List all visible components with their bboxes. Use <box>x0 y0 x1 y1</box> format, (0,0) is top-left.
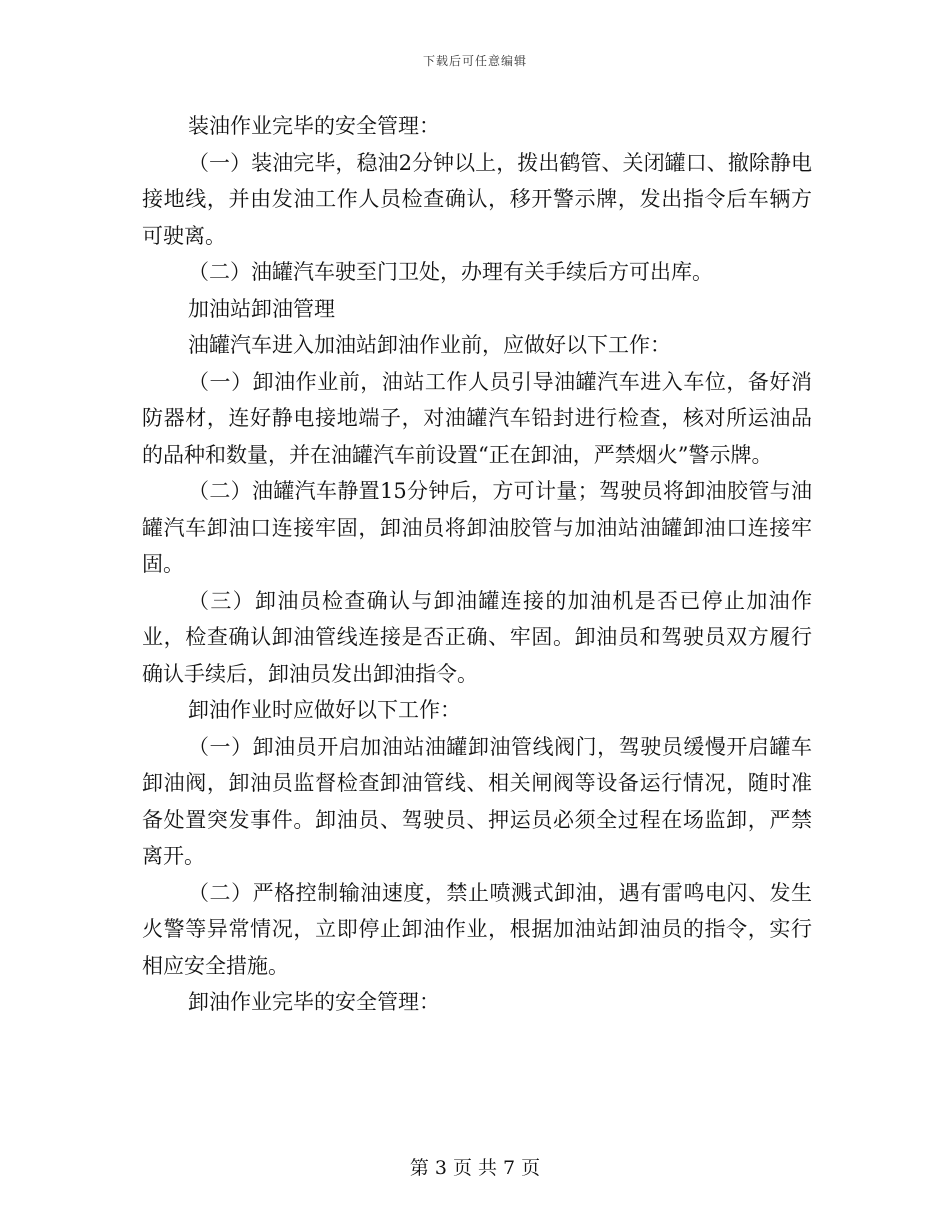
section-heading: 加油站卸油管理 <box>188 296 335 321</box>
paragraph: 卸油作业完毕的安全管理： <box>188 990 440 1014</box>
paragraph: （三）卸油员检查确认与卸油罐连接的加油机是否已停止加油作业，检查确认卸油管线连接是否正确、牢固。卸油员和驾驶员双方履行确认手续后，卸油员发出卸油指令。 <box>142 588 812 686</box>
page-header-note: 下载后可任意编辑 <box>422 54 527 68</box>
paragraph: （二）油罐汽车静置15分钟后，方可计量；驾驶员将卸油胶管与油罐汽车卸油口连接牢固，卸油员将卸油胶管与加油站油罐卸油口连接牢固。 <box>142 479 812 576</box>
paragraph: （一）卸油员开启加油站油罐卸油管线阀门，驾驶员缓慢开启罐车卸油阀，卸油员监督检查卸油管线、相关闸阀等设备运行情况，随时准备处置突发事件。卸油员、驾驶员、押运员必须全过程在场监卸，严禁离开。 <box>142 734 812 868</box>
paragraph: （二）严格控制输油速度，禁止喷溅式卸油，遇有雷鸣电闪、发生火警等异常情况，立即停止卸油作业，根据加油站卸油员的指令，实行相应安全措施。 <box>142 880 812 978</box>
paragraph: （一）卸油作业前，油站工作人员引导油罐汽车进入车位，备好消防器材，连好静电接地端子，对油罐汽车铅封进行检查，核对所运油品的品种和数量，并在油罐汽车前设置“正在卸油，严禁烟火”警示牌。 <box>142 369 812 467</box>
document-body <box>142 108 812 1021</box>
paragraph: （一）装油完毕，稳油2分钟以上，拨出鹤管、关闭罐口、撤除静电接地线，并由发油工作人员检查确认，移开警示牌，发出指令后车辆方可驶离。 <box>142 150 812 248</box>
paragraph: （二）油罐汽车驶至门卫处，办理有关手续后方可出库。 <box>188 260 713 284</box>
paragraph: 装油作业完毕的安全管理： <box>188 114 440 138</box>
paragraph: 卸油作业时应做好以下工作： <box>188 698 461 722</box>
paragraph: 油罐汽车进入加油站卸油作业前，应做好以下工作： <box>188 333 671 357</box>
page-number: 第 3 页 共 7 页 <box>409 1157 541 1179</box>
